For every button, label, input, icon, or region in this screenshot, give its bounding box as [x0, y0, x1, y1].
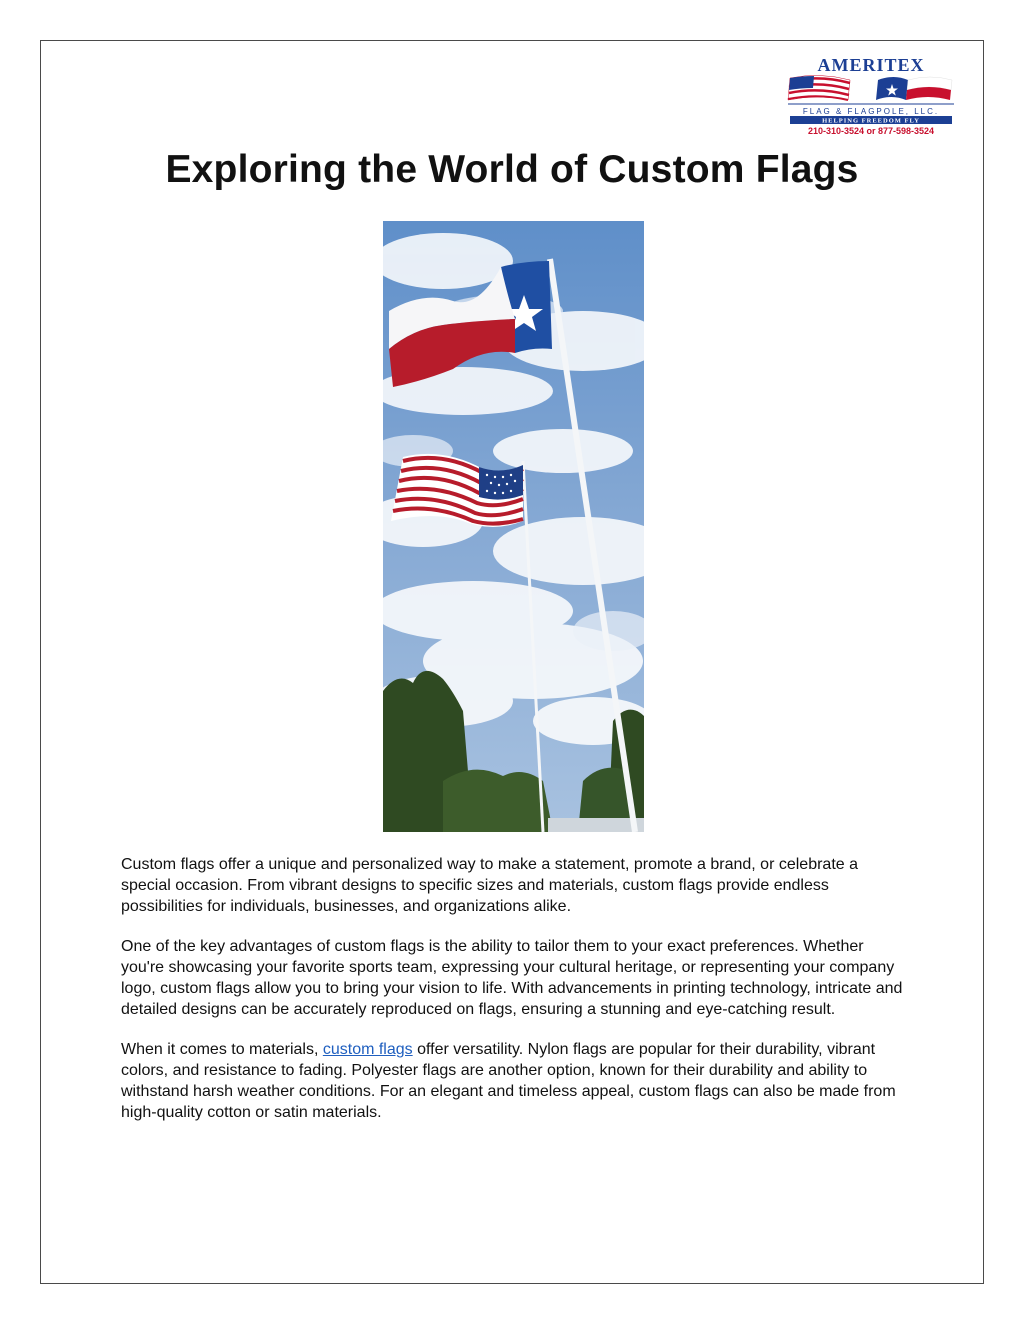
paragraph-materials-lead: When it comes to materials,: [121, 1041, 323, 1058]
flags-photo-icon: [383, 221, 644, 832]
paragraph-materials-rest: offer versatility. Nylon flags are popular for their durability, vibrant colors, and resistance to fading. Polyester flags are another option, known for their durability and ability to withstand harsh weather conditions. For an elegant and timeless appeal, custom flags can also be made from high-quality cotton or satin materials.: [121, 1041, 896, 1121]
custom-flags-link[interactable]: custom flags: [322, 1041, 413, 1058]
logo-phone: 210-310-3524 or 877-598-3524: [807, 126, 935, 136]
logo-tagline: HELPING FREEDOM FLY: [822, 117, 920, 125]
logo-brand: AMERITEX: [817, 55, 925, 75]
article-body: [121, 854, 911, 1142]
ameritex-logo[interactable]: [780, 54, 962, 138]
logo-subtitle: FLAG & FLAGPOLE, LLC.: [802, 107, 940, 116]
logo-graphic: [780, 54, 962, 138]
paragraph-advantages: One of the key advantages of custom flags is the ability to tailor them to your exact preferences. Whether you're showcasing your favorite sports team, expressing your cultural heritage, or representing your company logo, custom flags allow you to bring your vision to life. With advancements in printing technology, intricate and detailed designs can be accurately reproduced on flags, ensuring a stunning and eye-catching result.: [121, 938, 903, 1018]
flags-photo: [383, 221, 644, 832]
us-flag-icon: [788, 75, 850, 100]
page-title: Exploring the World of Custom Flags: [165, 148, 859, 191]
texas-flag-icon: [876, 77, 952, 100]
paragraph-materials: [121, 1039, 911, 1123]
paragraph-intro: Custom flags offer a unique and personalized way to make a statement, promote a brand, or celebrate a special occasion. From vibrant designs to specific sizes and materials, custom flags provide endless possibilities for individuals, businesses, and organizations alike.: [121, 856, 859, 915]
